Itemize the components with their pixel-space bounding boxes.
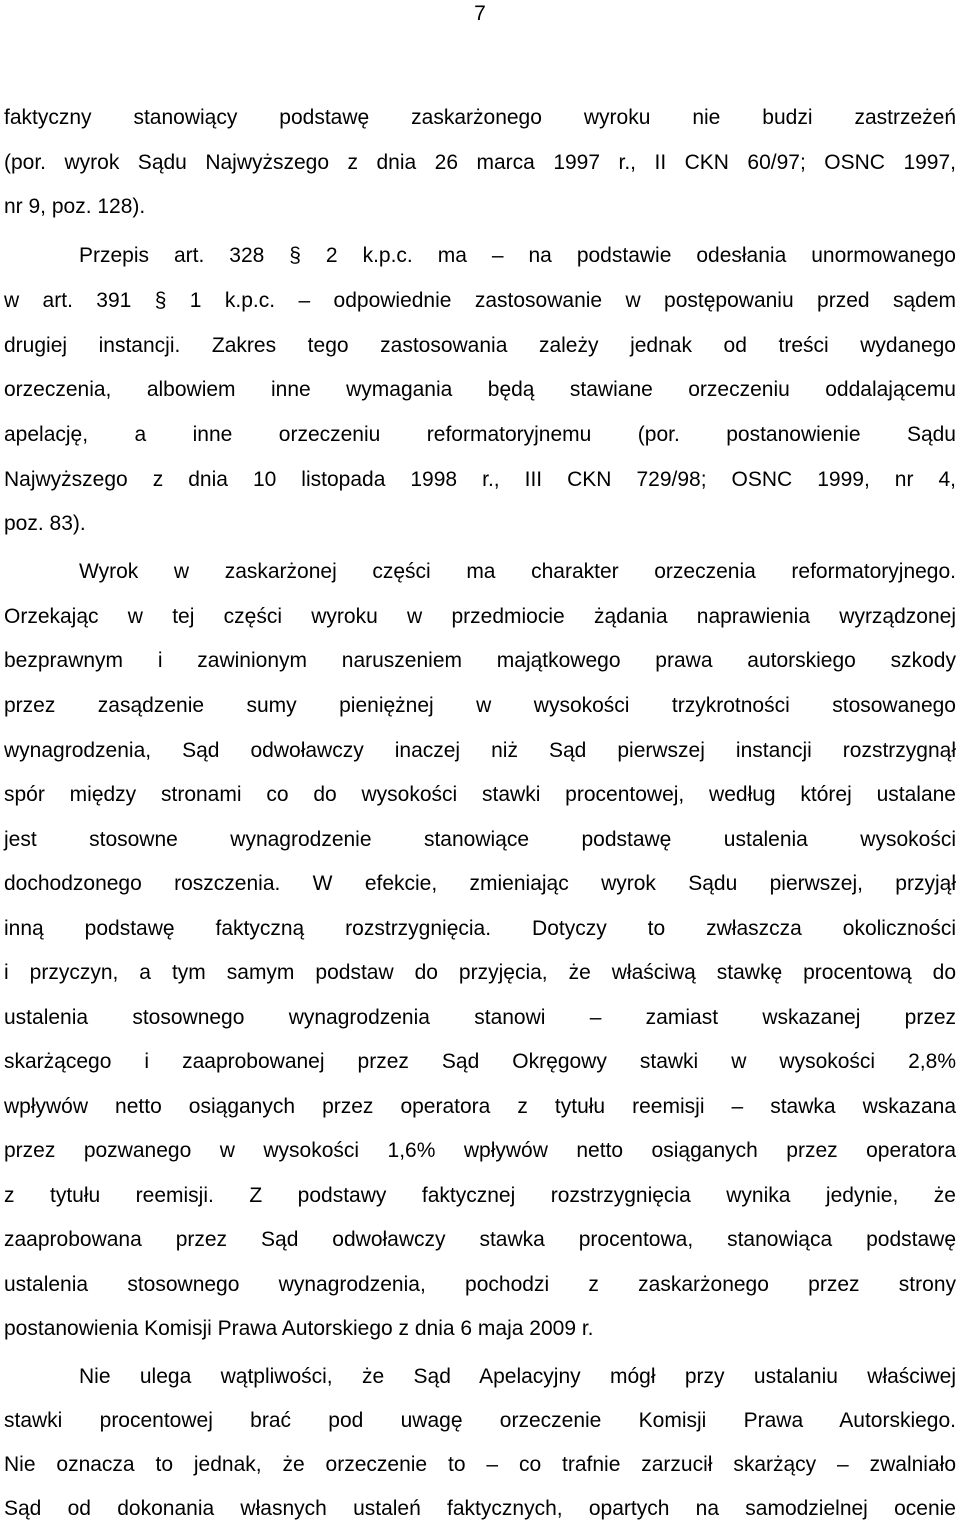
text-line: w art. 391 § 1 k.p.c. – odpowiednie zastosowanie w postępowaniu przed sądem <box>4 289 956 312</box>
text-line: Przepis art. 328 § 2 k.p.c. ma – na podstawie odesłania unormowanego <box>79 244 956 267</box>
text-line: Najwyższego z dnia 10 listopada 1998 r., III CKN 729/98; OSNC 1999, nr 4, <box>4 468 956 491</box>
text-line: ustalenia stosownego wynagrodzenia stanowi – zamiast wskazanej przez <box>4 1006 956 1029</box>
text-line: nr 9, poz. 128). <box>4 195 146 218</box>
text-line: spór między stronami co do wysokości stawki procentowej, według której ustalane <box>4 783 956 806</box>
text-line: stawki procentowej brać pod uwagę orzeczenie Komisji Prawa Autorskiego. <box>4 1409 956 1432</box>
text-line: Nie oznacza to jednak, że orzeczenie to – co trafnie zarzucił skarżący – zwalniało <box>4 1453 956 1476</box>
text-line: Sąd od dokonania własnych ustaleń faktycznych, opartych na samodzielnej ocenie <box>4 1497 956 1520</box>
text-line: bezprawnym i zawinionym naruszeniem majątkowego prawa autorskiego szkody <box>4 649 956 672</box>
text-line: postanowienia Komisji Prawa Autorskiego z dnia 6 maja 2009 r. <box>4 1317 594 1340</box>
text-line: wpływów netto osiąganych przez operatora z tytułu reemisji – stawka wskazana <box>4 1095 956 1118</box>
text-line: przez zasądzenie sumy pieniężnej w wysokości trzykrotności stosowanego <box>4 694 956 717</box>
text-line: Wyrok w zaskarżonej części ma charakter orzeczenia reformatoryjnego. <box>79 560 956 583</box>
text-line: orzeczenia, albowiem inne wymagania będą stawiane orzeczeniu oddalającemu <box>4 378 956 401</box>
text-line: (por. wyrok Sądu Najwyższego z dnia 26 marca 1997 r., II CKN 60/97; OSNC 1997, <box>4 151 956 174</box>
text-line: skarżącego i zaaprobowanej przez Sąd Okręgowy stawki w wysokości 2,8% <box>4 1050 956 1073</box>
text-line: z tytułu reemisji. Z podstawy faktycznej rozstrzygnięcia wynika jedynie, że <box>4 1184 956 1207</box>
text-line: wynagrodzenia, Sąd odwoławczy inaczej niż Sąd pierwszej instancji rozstrzygnął <box>4 739 956 762</box>
text-line: poz. 83). <box>4 512 86 535</box>
text-line: Nie ulega wątpliwości, że Sąd Apelacyjny mógł przy ustalaniu właściwej <box>79 1365 956 1388</box>
text-line: faktyczny stanowiący podstawę zaskarżonego wyroku nie budzi zastrzeżeń <box>4 106 956 129</box>
text-line: dochodzonego roszczenia. W efekcie, zmieniając wyrok Sądu pierwszej, przyjął <box>4 872 956 895</box>
text-line: inną podstawę faktyczną rozstrzygnięcia. Dotyczy to zwłaszcza okoliczności <box>4 917 956 940</box>
text-line: zaaprobowana przez Sąd odwoławczy stawka procentowa, stanowiąca podstawę <box>4 1228 956 1251</box>
page-number: 7 <box>474 2 486 25</box>
text-line: apelację, a inne orzeczeniu reformatoryjnemu (por. postanowienie Sądu <box>4 423 956 446</box>
text-line: i przyczyn, a tym samym podstaw do przyjęcia, że właściwą stawkę procentową do <box>4 961 956 984</box>
text-line: Orzekając w tej części wyroku w przedmiocie żądania naprawienia wyrządzonej <box>4 605 956 628</box>
text-line: ustalenia stosownego wynagrodzenia, pochodzi z zaskarżonego przez strony <box>4 1273 956 1296</box>
text-line: jest stosowne wynagrodzenie stanowiące podstawę ustalenia wysokości <box>4 828 956 851</box>
text-line: drugiej instancji. Zakres tego zastosowania zależy jednak od treści wydanego <box>4 334 956 357</box>
text-line: przez pozwanego w wysokości 1,6% wpływów netto osiąganych przez operatora <box>4 1139 956 1162</box>
